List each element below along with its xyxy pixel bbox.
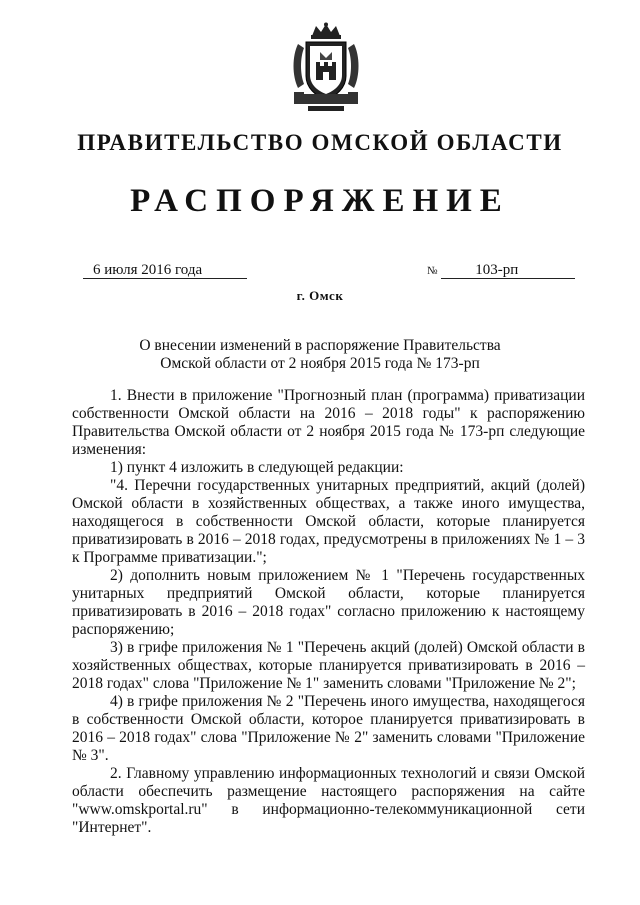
paragraph: 1. Внести в приложение "Прогнозный план (программа) приватизации собственности Омской области на 2016 – 2018 годы" к распоряжению Правительства Омской области от 2 ноября 2015 года № 173-рп следующие изменения: — [72, 387, 585, 458]
paragraph: 2. Главному управлению информационных технологий и связи Омской области обеспечить размещение настоящего распоряжения на сайте "www.omskportal.ru" в информационно-телекоммуникационной сети "Интернет". — [72, 765, 585, 836]
subject-line: Омской области от 2 ноября 2015 года № 173-рп — [160, 355, 480, 372]
paragraph: 4) в грифе приложения № 2 "Перечень иного имущества, находящегося в собственности Омской области, которое планируется приватизировать в 2016 – 2018 годах" слова "Приложение № 2" заменить словами "Приложение № 3". — [72, 693, 585, 764]
subject-line: О внесении изменений в распоряжение Правительства — [139, 337, 501, 354]
paragraph: "4. Перечни государственных унитарных предприятий, акций (долей) Омской области в хозяйственных обществах, а также иного имущества, находящегося в собственности Омской области, которые планируется приватизировать в 2016 – 2018 годах, предусмотрены в приложениях № 1 – 3 к Программе приватизации."; — [72, 477, 585, 566]
organization-title: ПРАВИТЕЛЬСТВО ОМСКОЙ ОБЛАСТИ — [77, 130, 563, 155]
number-sign: № — [427, 265, 438, 277]
paragraph: 2) дополнить новым приложением № 1 "Перечень государственных унитарных предприятий Омской области, которые планируется приватизировать в 2016 – 2018 годах" согласно приложению к настоящему распоряжению; — [72, 567, 585, 638]
document-subject — [0, 337, 640, 373]
document-city: г. Омск — [296, 288, 344, 303]
document-type-title: РАСПОРЯЖЕНИЕ — [130, 183, 510, 219]
document-number: 103-рп — [441, 262, 575, 279]
paragraph: 1) пункт 4 изложить в следующей редакции: — [110, 459, 404, 476]
paragraph: 3) в грифе приложения № 1 "Перечень акций (долей) Омской области в хозяйственных обществах, которые планируется приватизировать в 2016 – 2018 годах" слова "Приложение № 1" заменить словами "Приложение № 2"; — [72, 639, 585, 692]
document-body — [72, 387, 585, 837]
coat-of-arms-emblem — [290, 22, 362, 116]
document-date: 6 июля 2016 года — [83, 262, 247, 279]
document-number-block — [427, 262, 575, 279]
